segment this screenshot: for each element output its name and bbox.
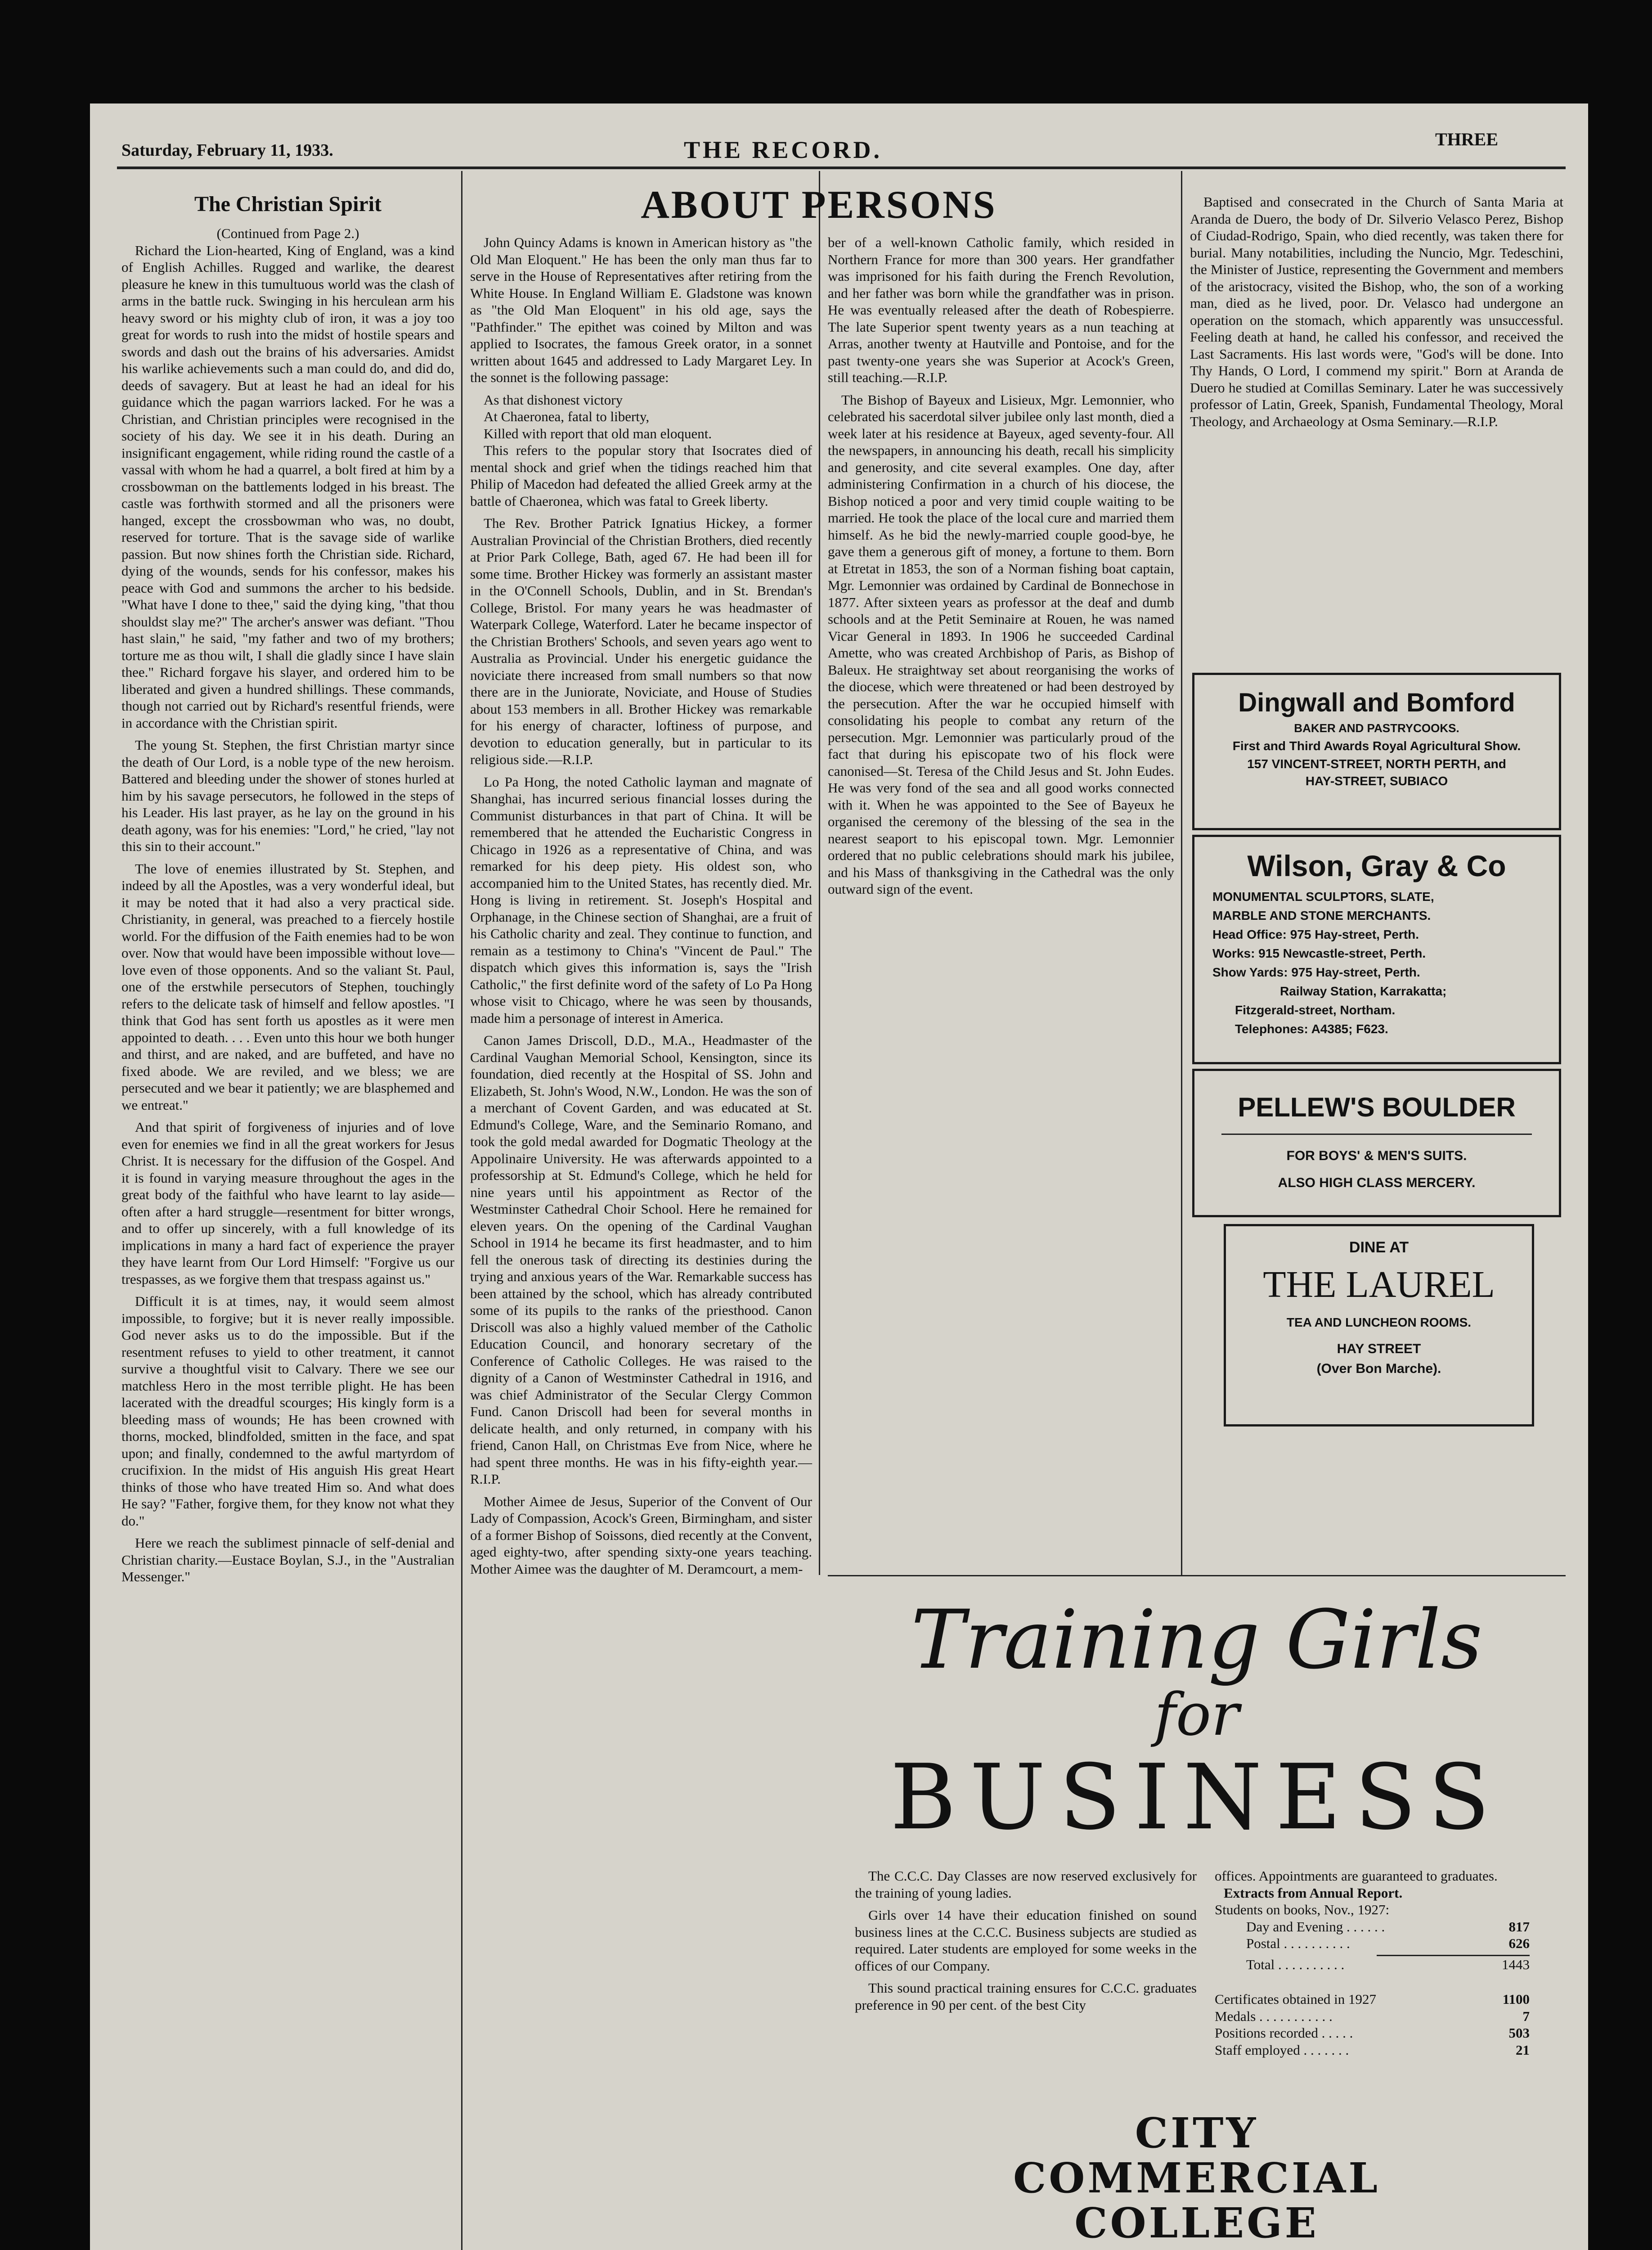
ad-the-laurel	[1224, 1224, 1534, 1426]
page-number: THREE	[1435, 129, 1499, 149]
paragraph: This sound practical training ensures for C.C.C. graduates preference in 90 per cent. of the best City	[855, 1980, 1197, 2013]
ccc-stat-label: Postal . . . . . . . . . .	[1246, 1935, 1350, 1951]
ad-line: ALSO HIGH CLASS MERCERY.	[1278, 1175, 1476, 1190]
about-persons-column-2	[470, 234, 812, 1583]
article-title: The Christian Spirit	[194, 192, 382, 216]
ccc-description	[855, 1868, 1197, 2019]
ccc-total-label: Total . . . . . . . . . .	[1246, 1956, 1345, 1972]
ccc-stats-students	[1215, 1901, 1530, 1952]
ad-line: Works: 915 Newcastle-street, Perth.	[1212, 946, 1426, 960]
column-divider	[461, 171, 462, 2250]
ccc-total-value: 1443	[1502, 1956, 1530, 1972]
paragraph: The young St. Stephen, the first Christian martyr since the death of Our Lord, is a noble type of the new heroism. Battered and bleeding under the shower of stones hurled at him by his savage persecutors, he followed in the steps of his Leader. His last prayer, as he lay on the ground in his death agony, was for his enemies: "Lord," he cried, "lay not this sin to their account."	[121, 737, 454, 854]
section-divider	[828, 1575, 1566, 1576]
ad-line: 157 VINCENT-STREET, NORTH PERTH, and	[1247, 757, 1506, 771]
ad-line: MONUMENTAL SCULPTORS, SLATE,	[1212, 890, 1434, 904]
ccc-intro: offices. Appointments are guaranteed to graduates.	[1215, 1868, 1498, 1884]
issue-date: Saturday, February 11, 1933.	[121, 141, 333, 160]
ccc-report	[1215, 1868, 1530, 2058]
ccc-extract-title: Extracts from Annual Report.	[1224, 1885, 1403, 1901]
ad-title: PELLEW'S BOULDER	[1238, 1092, 1516, 1122]
paragraph: This refers to the popular story that Isocrates died of mental shock and grief when the tidings reached him that Philip of Macedon had defeated the allied Greek army at the battle of Chaeronea, which was fatal to Greek liberty.	[470, 442, 812, 509]
ad-line: Head Office: 975 Hay-street, Perth.	[1212, 927, 1419, 941]
continued-note: (Continued from Page 2.)	[216, 225, 359, 241]
about-persons-column-3	[828, 234, 1174, 903]
ad-line: First and Third Awards Royal Agricultural Show.	[1232, 739, 1521, 753]
ad-title-training-girls: Training Girls	[911, 1593, 1483, 1687]
paragraph: Richard the Lion-hearted, King of England, was a kind of English Achilles. Rugged and warlike, the dearest pleasure he knew in this tumultuous world was the clash of arms in the battle ruck. Swinging in his herculean arm his heavy sword or his mighty club of iron, it was a joy too great for words to rush into the midst of hostile spears and swords and dash out the brains of his adversaries. Amidst his warlike achievements such a man could do, and did do, deeds of savagery. But at least he had an ideal for his guidance which the pagan warriors lacked. For he was a Christian, and Christian principles were recognised in the society of his day. We see it in his death. During an insignificant engagement, while riding round the castle of a vassal with whom he had a quarrel, a bolt fired at him by a crossbowman on the battlements lodged in his breast. The castle was forthwith stormed and all the prisoners were hanged, except the crossbowman who was, no doubt, reserved for torture. That is the savage side of warlike passion. But now shines forth the Christian side. Richard, dying of the wounds, sends for his confessor, makes his peace with God and summons the archer to his bedside. "What have I done to thee," said the dying king, "that thou shouldst slay me?" The archer's answer was defiant. "Thou hast slain," he said, "my father and two of my brothers; torture me as thou wilt, I shall die gladly since I have slain thee." Richard forgave his slayer, and ordered him to be liberated and given a hundred shillings. These commands, though not carried out by Richard's resentful friends, were in accordance with the Christian spirit.	[121, 242, 454, 731]
ccc-stat-value: 503	[1508, 2025, 1530, 2041]
paragraph: Baptised and consecrated in the Church of Santa Maria at Aranda de Duero, the body of Dr. Silverio Velasco Perez, Bishop of Ciudad-Rodrigo, Spain, who died recently, was taken there for burial. Many notabilities, including the Nuncio, Mgr. Tedeschini, the Minister of Justice, representing the Government and members of the aristocracy, visited the Bishop, who, the son of a working man, died as he lived, poor. Dr. Velasco had undergone an operation on the stomach, which apparently was unsuccessful. Feeling death at hand, he called his confessor, and received the Last Sacraments. His last words were, "God's will be done. Into Thy Hands, O Lord, I commend my spirit." Born at Aranda de Duero he studied at Comillas Seminary. Later he was successively professor of Latin, Greek, Spanish, Fundamental Theology, Moral Theology, and Archaeology at Osma Seminary.—R.I.P.	[1190, 194, 1563, 429]
ad-title: THE LAUREL	[1263, 1264, 1495, 1305]
header-rule	[117, 166, 1566, 169]
about-persons-column-4	[1190, 194, 1563, 435]
ccc-stat-row	[1215, 2025, 1530, 2042]
ccc-stat-row	[1215, 1991, 1530, 2008]
paragraph: The love of enemies illustrated by St. Stephen, and indeed by all the Apostles, was a very wonderful ideal, but it may be noted that it had also a very practical side. Christianity, in general, was preached to a fiercely hostile world. For the diffusion of the Faith enemies had to be won over. Now that would have been impossible without love—love even of those opponents. And so the valiant St. Paul, one of the erstwhile persecutors of Stephen, touchingly refers to the delicate task of himself and fellow apostles. "I think that God has sent forth us apostles as it were men appointed to death. . . . Even unto this hour we both hunger and thirst, and are naked, and are buffeted, and have no fixed abode. We are reviled, and we bless; we are persecuted and we bear it patiently; we are blasphemed and we entreat."	[121, 860, 454, 1113]
ad-title-business: BUSINESS	[890, 1745, 1504, 1850]
paragraph: The C.C.C. Day Classes are now reserved exclusively for the training of young ladies.	[855, 1868, 1197, 1901]
paragraph: ber of a well-known Catholic family, which resided in Northern France for more than 300 years. Her grandfather was imprisoned for his faith during the French Revolution, and her father was born while the grandfather was in prison. He was eventually released after the death of Robespierre. The late Superior spent twenty years as a nun teaching at Arras, another twenty at Hautville and Pontoise, and for the past twenty-one years she was Superior at Acock's Green, still teaching.—R.I.P.	[828, 234, 1174, 385]
ad-wilson-gray	[1192, 835, 1561, 1064]
ad-title: Wilson, Gray & Co	[1247, 849, 1506, 882]
paragraph: Lo Pa Hong, the noted Catholic layman and magnate of Shanghai, has incurred serious financial losses during the Communist disturbances in that part of China. It will be remembered that he attended the Eucharistic Congress in Chicago in 1926 as a representative of China, and was remarked for his deep piety. His oldest son, who accompanied him to the United States, has recently died. Mr. Hong is living in retirement. St. Joseph's Hospital and Orphanage, in the Chinese section of Shanghai, are a fruit of his Catholic charity and zeal. They continue to function, and remain as a testimony to China's "Vincent de Paul." The dispatch which gives this information is, says the "Irish Catholic," the first definite word of the safety of Lo Pa Hong whose visit to Chicago, where he was seen by thousands, made him a personage of interest in America.	[470, 774, 812, 1026]
ccc-stat-label: Certificates obtained in 1927	[1215, 1991, 1376, 2007]
ad-line: TEA AND LUNCHEON ROOMS.	[1286, 1315, 1472, 1329]
ad-line: HAY STREET	[1337, 1341, 1421, 1356]
paragraph: Canon James Driscoll, D.D., M.A., Headmaster of the Cardinal Vaughan Memorial School, Kensington, since its foundation, died recently at the Hospital of SS. John and Elizabeth, St. John's Wood, N.W., London. He was the son of a merchant of Covent Garden, and was educated at St. Edmund's College, Ware, and the Seminario Romano, and took the gold medal awarded for Dogmatic Theology at the Appolinaire University. He was afterwards appointed to a professorship at St. Edmund's College, which he held for nine years until his appointment as Rector of the Westminster Cathedral Choir School. Here he remained for eleven years. On the opening of the Cardinal Vaughan School in 1914 he became its first headmaster, and to him fell the onerous task of directing its destinies during the trying and anxious years of the War. Remarkable success has been attained by the school, which has already contributed some of its pupils to the ranks of the priesthood. Canon Driscoll was also a highly valued member of the Catholic Education Council, and honorary secretary of the Conference of Catholic Colleges. He was raised to the dignity of a Canon of Westminster Cathedral in 1916, and was chief Administrator of the Secular Clergy Common Fund. Canon Driscoll had been for several months in delicate health, and only returned, in company with his friend, Canon Hall, on Christmas Eve from Nice, where he had spent three months. He was in his fifty-eighth year.—R.I.P.	[470, 1032, 812, 1487]
verse-line: As that dishonest victory	[484, 392, 623, 408]
ccc-stat-value: 626	[1508, 1935, 1530, 1951]
newspaper-page	[90, 104, 1588, 2250]
ad-line: Show Yards: 975 Hay-street, Perth.	[1212, 965, 1420, 979]
college-name-line: COLLEGE	[1074, 2199, 1319, 2247]
verse-line: Killed with report that old man eloquent.	[484, 425, 712, 441]
ad-rule	[1221, 1134, 1532, 1135]
ccc-stat-value: 7	[1522, 2008, 1530, 2024]
ccc-total-row	[1215, 1956, 1530, 1973]
ccc-stat-label: Students on books, Nov., 1927:	[1215, 1902, 1390, 1917]
ad-title: Dingwall and Bomford	[1238, 688, 1515, 717]
ccc-stat-value: 21	[1516, 2042, 1530, 2058]
ad-line: Fitzgerald-street, Northam.	[1235, 1003, 1396, 1017]
ad-dingwall-bomford	[1192, 673, 1561, 830]
ad-title-for: for	[1154, 1680, 1239, 1749]
ad-line: DINE AT	[1349, 1239, 1409, 1256]
ad-city-commercial-college	[828, 1580, 1566, 2250]
ccc-stat-row	[1215, 2008, 1530, 2025]
ad-line: Railway Station, Karrakatta;	[1280, 984, 1447, 998]
verse-line: At Chaeronea, fatal to liberty,	[484, 409, 650, 424]
ad-line: HAY-STREET, SUBIACO	[1305, 774, 1448, 788]
ad-line: Telephones: A4385; F623.	[1235, 1022, 1388, 1036]
ccc-stat-value: 817	[1508, 1918, 1530, 1935]
paragraph: Girls over 14 have their education finished on sound business lines at the C.C.C. Business subjects are studied as required. Later students are employed for some weeks in the offices of our Company.	[855, 1907, 1197, 1974]
ccc-stats-results	[1215, 1991, 1530, 2058]
paragraph: The Bishop of Bayeux and Lisieux, Mgr. Lemonnier, who celebrated his sacerdotal silver jubilee only last month, died a week later at his residence at Bayeux, aged seventy-four. All the newspapers, in announcing his death, recall his simplicity and generosity, and cite several examples. One day, after administering Confirmation in a church of his diocese, the Bishop noticed a poor and very timid couple waiting to be married. He took the place of the local cure and married them himself. As he bid the newly-married couple good-bye, he gave them a generous gift of money, a fortune to them. Born at Etretat in 1853, the son of a Norman fishing boat captain, Mgr. Lemonnier was ordained by Cardinal de Bonnechose in 1877. After sixteen years as professor at the deaf and dumb schools and at the Petit Seminaire at Rouen, he was named Vicar General in 1893. In 1906 he succeeded Cardinal Amette, who was created Archbishop of Paris, as Bishop of Baleux. He straightway set about reorganising the works of the diocese, which were threatened or had been destroyed by the persecution. After the war he occupied himself with consolidating his people to combat any return of the persecution. Mgr. Lemonnier was particularly proud of the fact that during his episcopate two of his flock were canonised—St. Teresa of the Child Jesus and St. John Eudes. He was very fond of the sea and all good works connected with it. When he was appointed to the See of Bayeux he organised the ceremony of the blessing of the sea in the nearest seaport to his episcopal town. Mgr. Lemonnier ordered that no public celebrations should mark his jubilee, and his Mass of thanksgiving in the Cathedral was the only outward sign of the event.	[828, 392, 1174, 897]
ccc-stat-label: Positions recorded . . . . .	[1215, 2025, 1353, 2041]
paragraph: The Rev. Brother Patrick Ignatius Hickey, a former Australian Provincial of the Christian Brothers, died recently at Prior Park College, Bath, aged 67. He had been ill for some time. Brother Hickey was formerly an assistant master in the O'Connell Schools, Dublin, and in St. Brendan's College, Bristol. For many years he was headmaster of Waterpark College, Waterford. Later he became inspector of the Christian Brothers' Schools, and seven years ago went to Australia as Provincial. Under his energetic guidance the noviciate there increased from small numbers so that now there are in the Juniorate, Noviciate, and House of Studies about 153 members in all. Brother Hickey was remarkable for his energy of character, loftiness of purpose, and devotion to education generally, but in particular to its religious side.—R.I.P.	[470, 515, 812, 767]
about-persons-headline: ABOUT PERSONS	[641, 183, 997, 227]
ccc-stat-label: Day and Evening . . . . . .	[1246, 1918, 1385, 1935]
ccc-stat-value: 1100	[1502, 1991, 1530, 2007]
column-divider	[1181, 171, 1182, 1575]
college-name	[837, 2110, 1557, 2246]
college-name-line: CITY	[1135, 2109, 1259, 2157]
column-divider	[819, 171, 820, 1575]
ad-pellews-boulder	[1192, 1069, 1561, 1217]
ccc-stat-row	[1215, 1935, 1530, 1952]
ccc-stat-row	[1215, 1918, 1530, 1935]
ad-line: BAKER AND PASTRYCOOKS.	[1294, 721, 1459, 735]
ccc-stat-row	[1215, 1901, 1530, 1918]
article-christian-spirit	[121, 225, 454, 1591]
paragraph: And that spirit of forgiveness of injuries and of love even for enemies we find in all the great workers for Jesus Christ. It is necessary for the diffusion of the Gospel. And it is found in varying measure throughout the ages in the great body of the faithful who have learnt to lay aside—often after a hard struggle—resentment for bitter wrongs, and to offer up sincerely, with a full knowledge of its implications in many a hard fact of experience the prayer they have learnt from Our Lord Himself: "Forgive us our trespasses, as we forgive them that trespass against us."	[121, 1119, 454, 1287]
masthead: THE RECORD.	[684, 136, 883, 163]
ad-line: MARBLE AND STONE MERCHANTS.	[1212, 909, 1431, 922]
college-name-line: COMMERCIAL	[1013, 2154, 1380, 2202]
verse-quote	[470, 392, 812, 442]
paragraph: John Quincy Adams is known in American history as "the Old Man Eloquent." He has been the only man thus far to serve in the House of Representatives after retiring from the White House. In England William E. Gladstone was known as "the Old Man Eloquent" in his old age, says the "Pathfinder." The epithet was coined by Milton and was applied to Isocrates, the famous Greek orator, in a sonnet written about 1645 and addressed to Lady Margaret Ley. In the sonnet is the following passage:	[470, 234, 812, 385]
ccc-stat-label: Medals . . . . . . . . . . .	[1215, 2008, 1333, 2024]
paragraph: Mother Aimee de Jesus, Superior of the Convent of Our Lady of Compassion, Acock's Green, Birmingham, and sister of a former Bishop of Soissons, died recently at the Convent, aged eighty-two, after spending sixty-one years teaching. Mother Aimee was the daughter of M. Deramcourt, a mem-	[470, 1493, 812, 1577]
ad-line: FOR BOYS' & MEN'S SUITS.	[1286, 1148, 1467, 1163]
ccc-stat-row	[1215, 2042, 1530, 2059]
paragraph: Difficult it is at times, nay, it would seem almost impossible, to forgive; but it is never really impossible. God never asks us to do the impossible. But if the resentment refuses to yield to other treatment, it cannot survive a thoughtful visit to Calvary. There we see our matchless Hero in the most terrible plight. He has been lacerated with the dreadful scourges; His kingly form is a bleeding mass of wounds; He has been crowned with thorns, mocked, blindfolded, smitten in the face, and spat upon; and finally, condemned to the awful martyrdom of crucifixion. In the midst of His anguish His great Heart thinks of those who have treated Him so. And what does He say? "Father, forgive them, for they know not what they do."	[121, 1293, 454, 1529]
ccc-stat-label: Staff employed . . . . . . .	[1215, 2042, 1349, 2058]
paragraph: Here we reach the sublimest pinnacle of self-denial and Christian charity.—Eustace Boylan, S.J., in the "Australian Messenger."	[121, 1535, 454, 1584]
ad-line: (Over Bon Marche).	[1316, 1361, 1441, 1376]
